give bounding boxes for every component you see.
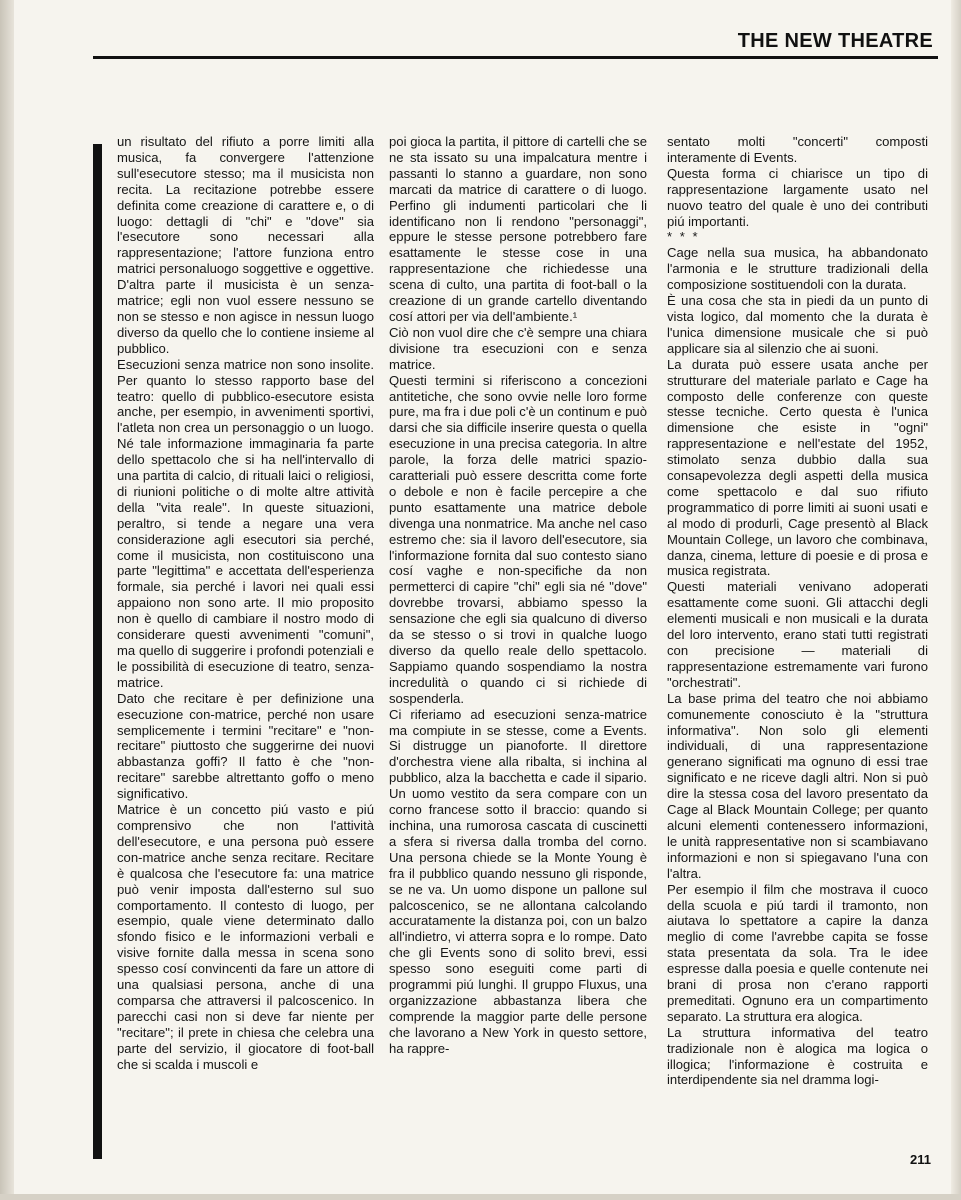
text-column-3 (667, 134, 928, 1088)
paragraph: La struttura informativa del teatro tradizionale non è alogica ma logica o illogica; l'informazione è costruita e interdipendente sia nel dramma logi- (667, 1024, 928, 1088)
paragraph: Questa forma ci chiarisce un tipo di rappresentazione largamente usato nel nuovo teatro del quale è uno dei contributi piú importanti. (667, 165, 928, 229)
margin-bar (93, 144, 102, 1159)
paragraph: La durata può essere usata anche per strutturare del materiale parlato e Cage ha composto delle conferenze con queste stesse tecniche. Certo questa è l'unica dimensione che esiste in "ogni" rappresentazione e nell'estate del 1952, stimolato senza dubbio dalla sua consapevolezza degli aspetti della musica come spettacolo e dal suo rifiuto programmatico di porre limiti ai suoni usati e al modo di produrli, Cage presentò al Black Mountain College, un lavoro che combinava, danza, cinema, letture di poesie e di prosa e musica registrata. (667, 356, 928, 579)
page-gutter (0, 0, 14, 1200)
paragraph: Per esempio il film che mostrava il cuoco della scuola e piú tardi il tramonto, non aiutava lo spettatore a capire la danza meglio di come l'avrebbe capita se fosse stata presentata da sola. Tra le idee espresse dalla poesia e quelle contenute nei brani di prosa non c'erano rapporti premeditati. Ognuno era un compartimento separato. La struttura era alogica. (667, 881, 928, 1024)
paragraph: un risultato del rifiuto a porre limiti alla musica, fa convergere l'attenzione sull'esecutore stesso; ma il musicista non recita. La recitazione potrebbe essere definita come creazione di carattere e, o di luogo: dettagli di "chi" e "dove" sia l'esecutore sono necessari alla rappresentazione; l'attore funziona entro matrici personaluogo soggettive e oggettive. D'altra parte il musicista è un senza-matrice; egli non vuol essere nessuno se non se stesso e non agisce in nessun luogo diverso da quello che lo contiene insieme al pubblico. (117, 134, 374, 356)
paragraph: È una cosa che sta in piedi da un punto di vista logico, dal momento che la durata è l'unica dimensione musicale che si può applicare sia al silenzio che ai suoni. (667, 293, 928, 356)
paragraph: Esecuzioni senza matrice non sono insolite. Per quanto lo stesso rapporto base del teatro: quello di pubblico-esecutore esista anche, per esempio, in avvenimenti sportivi, l'atleta non crea un personaggio o un luogo. Né tale informazione immaginaria fa parte dello spettacolo che si ha nell'intervallo di una partita di calcio, di rituali laici o religiosi, di riunioni politiche o di molte altre attività della "vita reale". In queste situazioni, peraltro, si tende a negare una vera considerazione agli esecutori sia perché, come il musicista, non costituiscono una parte "legittima" e accettata dell'esperienza formale, sia perché i lavori nei quali essi appaiono non sono arte. Il mio proposito non è quello di cambiare il nostro modo di considerare questi avvenimenti "comuni", ma quello di suggerire i profondi potenziali e le possibilità di esecuzione di teatro, senza-matrice. (117, 356, 374, 690)
header-rule (93, 56, 938, 59)
paragraph: Dato che recitare è per definizione una esecuzione con-matrice, perché non usare semplicemente i termini "recitare" e "non-recitare" piuttosto che suggerirne dei nuovi abbastanza goffi? Il fatto è che "non-recitare" sarebbe altrettanto goffo o meno significativo. (117, 690, 374, 802)
page-number: 211 (910, 1152, 931, 1167)
text-column-1 (117, 134, 374, 1072)
page-bottom-edge (0, 1194, 961, 1200)
paragraph: sentato molti "concerti" composti interamente di Events. (667, 134, 928, 165)
paragraph: Questi termini si riferiscono a concezioni antitetiche, che sono ovvie nelle loro forme pure, ma fra i due poli c'è un continum e può darsi che sia difficile inserire questa o quella esecuzione in una precisa categoria. In altre parole, la forza delle matrici spazio-caratteriali può essere descritta come forte o debole e non è facile percepire a che punto esattamente una matrice debole divenga una nonmatrice. Ma anche nel caso estremo che: sia il lavoro dell'esecutore, sia l'informazione fornita dal suo contesto siano cosí vaghe e non-specifiche da non permetterci di capire "chi" egli sia né "dove" dovrebbe trovarsi, abbiamo spesso la sensazione che egli sia qualcuno di diverso da se stesso o si trovi in qualche luogo diverso da quello reale dello spettacolo. Sappiamo quando sospendiamo la nostra incredulità o quando ci si richiede di sospenderla. (389, 372, 647, 706)
page-edge (951, 0, 961, 1200)
paragraph: La base prima del teatro che noi abbiamo comunemente conosciuto è la "struttura informativa". Non solo gli elementi individuali, di una rappresentazione generano significati ma ognuno di essi trae significato e ne riceve dagli altri. Non si può dire la stessa cosa del lavoro presentato da Cage al Black Mountain College; per quanto alcuni elementi contenessero informazioni, le unità rappresentative non si scambiavano informazioni e non si spiegavano l'una con l'altra. (667, 690, 928, 881)
paragraph: Questi materiali venivano adoperati esattamente come suoni. Gli attacchi degli elementi musicali e non musicali e la durata del loro intervento, erano stati tutti registrati con precisione — materiali di rappresentazione estremamente vari furono "orchestrati". (667, 579, 928, 690)
section-separator: * * * (667, 229, 700, 245)
paragraph: Ciò non vuol dire che c'è sempre una chiara divisione tra esecuzioni con e senza matrice. (389, 324, 647, 372)
text-column-2 (389, 134, 647, 1057)
paragraph: Ci riferiamo ad esecuzioni senza-matrice ma compiute in se stesse, come a Events. Si distrugge un pianoforte. Il direttore d'orchestra viene alla ribalta, si inchina al pubblico, alza la bacchetta e cade il sipario. Un uomo vestito da sera compare con un corno francese sotto il braccio: quando si inchina, una rumorosa cascata di cuscinetti a sfera si riversa dalla tromba del corno. Una persona chiede se la Monte Young è fra il pubblico quando nessuno gli risponde, se ne va. Un uomo dispone un pallone sul palcoscenico, se ne allontana calcolando accuratamente la distanza poi, con un balzo all'indietro, vi atterra sopra e lo rompe. Dato che gli Events sono di solito brevi, essi spesso sono eseguiti come parti di programmi piú lunghi. Il gruppo Fluxus, una organizzazione abbastanza libera che comprende la maggior parte delle persone che lavorano a New York in questo settore, ha rappre- (389, 706, 647, 1056)
paragraph: Cage nella sua musica, ha abbandonato l'armonia e le strutture tradizionali della composizione sostituendoli con la durata. (667, 245, 928, 293)
paragraph: poi gioca la partita, il pittore di cartelli che se ne sta issato su una impalcatura mentre i passanti lo stanno a guardare, non sono marcati da matrice di carattere o di luogo. Perfino gli indumenti particolari che li identificano non li rendono "personaggi", eppure le stesse persone potrebbero fare esattamente le stesse cose in una rappresentazione che richiedesse una scena di culto, una partita di foot-ball o la creazione di un grande cartello diventando cosí attori per via dell'ambiente.¹ (389, 134, 647, 324)
running-head: THE NEW THEATRE (737, 30, 933, 52)
paragraph: Matrice è un concetto piú vasto e piú comprensivo che non l'attività dell'esecutore, e una persona può essere con-matrice anche senza recitare. Recitare è qualcosa che l'esecutore fa: una matrice può venir imposta dall'esterno sul suo comportamento. Il contesto di luogo, per esempio, quale viene determinato dallo sfondo fisico e le informazioni verbali e visive fornite dalla messa in scena sono spesso cosí convincenti da fare un attore di una qualsiasi persona, anche di una comparsa che attraversi il palcoscenico. In parecchi casi non si deve far niente per "recitare"; il prete in chiesa che celebra una parte del servizio, il giocatore di foot-ball che si scalda i muscoli e (117, 802, 374, 1072)
